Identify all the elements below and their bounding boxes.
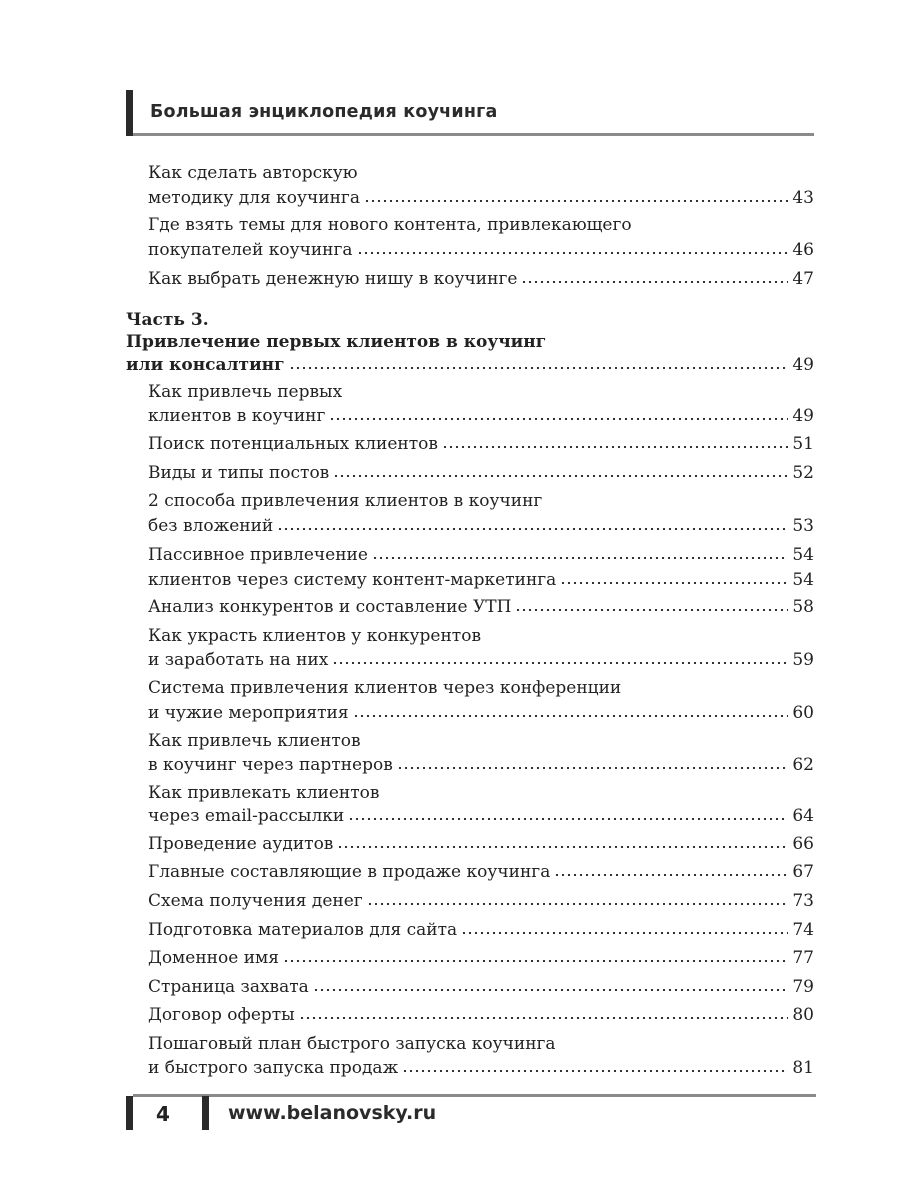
toc-entry-title: Пошаговый план быстрого запуска коучинга — [148, 1034, 556, 1054]
toc-entry-line — [148, 1058, 814, 1078]
toc-entry-line — [148, 240, 814, 260]
dot-leader — [367, 903, 788, 905]
part-title: Привлечение первых клиентов в коучинг — [126, 332, 547, 352]
dot-leader — [348, 818, 788, 820]
toc-entry-title: Система привлечения клиентов через конференции — [148, 678, 622, 698]
toc-page-number: 67 — [792, 862, 814, 882]
dot-leader — [461, 932, 788, 934]
dot-leader — [372, 557, 788, 559]
toc-entry-title: через email-рассылки — [148, 806, 345, 826]
toc-entry-title: Договор оферты — [148, 1005, 295, 1025]
toc-entry-title: Проведение аудитов — [148, 834, 334, 854]
toc-entry-title: Главные составляющие в продаже коучинга — [148, 862, 551, 882]
toc-page-number: 74 — [792, 920, 814, 940]
toc-page-number: 60 — [792, 703, 814, 723]
toc-entry-line — [148, 516, 814, 536]
toc-page-number: 51 — [792, 434, 814, 454]
toc-entry-title: Как выбрать денежную нишу в коучинге — [148, 269, 518, 289]
toc-entry-line — [148, 834, 814, 854]
dot-leader — [277, 528, 788, 530]
dot-leader — [364, 200, 788, 202]
part-title: или консалтинг — [126, 355, 285, 375]
dot-leader — [337, 846, 788, 848]
footer-rule — [133, 1094, 816, 1097]
toc-page-number: 58 — [792, 597, 814, 617]
toc-page-number: 80 — [792, 1005, 814, 1025]
page-number: 4 — [156, 1102, 170, 1126]
toc-entry-line — [148, 1005, 814, 1025]
toc-entry-line — [148, 545, 814, 565]
toc-entry-line — [148, 678, 621, 698]
toc-page-number: 81 — [792, 1058, 814, 1078]
toc-entry-title: Как украсть клиентов у конкурентов — [148, 626, 482, 646]
footer-bar — [126, 1096, 133, 1130]
toc-page-number: 73 — [792, 891, 814, 911]
dot-leader — [333, 475, 788, 477]
toc-entry-line — [148, 188, 814, 208]
toc-entry-line — [148, 650, 814, 670]
toc-entry-line — [148, 215, 632, 235]
toc-entry-line — [148, 463, 814, 483]
book-title: Большая энциклопедия коучинга — [150, 102, 498, 122]
toc-page-number: 77 — [792, 948, 814, 968]
toc-entry-title: Схема получения денег — [148, 891, 363, 911]
toc-page-number: 54 — [792, 570, 814, 590]
part-title-line — [126, 332, 546, 352]
toc-entry-line — [148, 163, 358, 183]
part-label-line — [126, 310, 209, 330]
toc-entry-title: и чужие мероприятия — [148, 703, 349, 723]
toc-entry-title: и заработать на них — [148, 650, 329, 670]
toc-entry-title: методику для коучинга — [148, 188, 360, 208]
dot-leader — [521, 281, 788, 283]
dot-leader — [353, 715, 788, 717]
footer-bar — [202, 1096, 209, 1130]
website-url: www.belanovsky.ru — [228, 1102, 437, 1124]
toc-entry-title: Подготовка материалов для сайта — [148, 920, 458, 940]
dot-leader — [554, 874, 788, 876]
toc-page-number: 49 — [792, 406, 814, 426]
dot-leader — [357, 252, 788, 254]
toc-entry-line — [148, 891, 814, 911]
toc-entry-line — [148, 920, 814, 940]
toc-entry-title: Поиск потенциальных клиентов — [148, 434, 438, 454]
toc-entry-title: Анализ конкурентов и составление УТП — [148, 597, 512, 617]
toc-entry-title: клиентов через систему контент-маркетинга — [148, 570, 557, 590]
toc-entry-title: покупателей коучинга — [148, 240, 353, 260]
dot-leader — [299, 1017, 788, 1019]
toc-page-number: 53 — [792, 516, 814, 536]
dot-leader — [515, 609, 788, 611]
toc-page-number: 47 — [792, 269, 814, 289]
toc-entry-line — [148, 406, 814, 426]
dot-leader — [332, 662, 788, 664]
toc-entry-line — [148, 597, 814, 617]
toc-entry-line — [148, 755, 814, 775]
toc-page-number: 52 — [792, 463, 814, 483]
toc-entry-title: Где взять темы для нового контента, привлекающего — [148, 215, 632, 235]
toc-entry-title: Как привлекать клиентов — [148, 783, 380, 803]
toc-entry-title: Доменное имя — [148, 948, 279, 968]
part-label: Часть 3. — [126, 310, 209, 330]
toc-entry-title: клиентов в коучинг — [148, 406, 326, 426]
part-title-line — [126, 355, 814, 375]
toc-entry-line — [148, 434, 814, 454]
toc-entry-title: без вложений — [148, 516, 274, 536]
toc-page-number: 79 — [792, 977, 814, 997]
toc-page-number: 54 — [792, 545, 814, 565]
toc-entry-title: Как сделать авторскую — [148, 163, 358, 183]
toc-entry-line — [148, 269, 814, 289]
toc-entry-title: и быстрого запуска продаж — [148, 1058, 399, 1078]
toc-page-number: 62 — [792, 755, 814, 775]
dot-leader — [402, 1070, 788, 1072]
dot-leader — [560, 582, 788, 584]
toc-entry-line — [148, 491, 542, 511]
toc-entry-line — [148, 731, 361, 751]
toc-page-number: 64 — [792, 806, 814, 826]
toc-entry-line — [148, 806, 814, 826]
toc-entry-title: Страница захвата — [148, 977, 309, 997]
toc-entry-line — [148, 1034, 556, 1054]
toc-entry-line — [148, 977, 814, 997]
toc-entry-line — [148, 783, 379, 803]
dot-leader — [313, 989, 788, 991]
dot-leader — [283, 960, 788, 962]
toc-entry-title: Виды и типы постов — [148, 463, 330, 483]
toc-page-number: 43 — [792, 188, 814, 208]
dot-leader — [397, 767, 788, 769]
toc-entry-title: 2 способа привлечения клиентов в коучинг — [148, 491, 543, 511]
toc-page-number: 46 — [792, 240, 814, 260]
dot-leader — [329, 418, 788, 420]
toc-entry-line — [148, 570, 814, 590]
toc-entry-title: Пассивное привлечение — [148, 545, 368, 565]
dot-leader — [289, 367, 788, 369]
toc-entry-line — [148, 382, 342, 402]
toc-entry-title: в коучинг через партнеров — [148, 755, 393, 775]
toc-entry-line — [148, 862, 814, 882]
toc-entry-line — [148, 626, 481, 646]
toc-page-number: 59 — [792, 650, 814, 670]
running-footer — [126, 1092, 816, 1132]
toc-page-number: 49 — [792, 355, 814, 375]
toc-entry-title: Как привлечь первых — [148, 382, 343, 402]
dot-leader — [442, 446, 788, 448]
toc-entry-line — [148, 703, 814, 723]
toc-entry-title: Как привлечь клиентов — [148, 731, 361, 751]
toc-page-number: 66 — [792, 834, 814, 854]
toc-entry-line — [148, 948, 814, 968]
